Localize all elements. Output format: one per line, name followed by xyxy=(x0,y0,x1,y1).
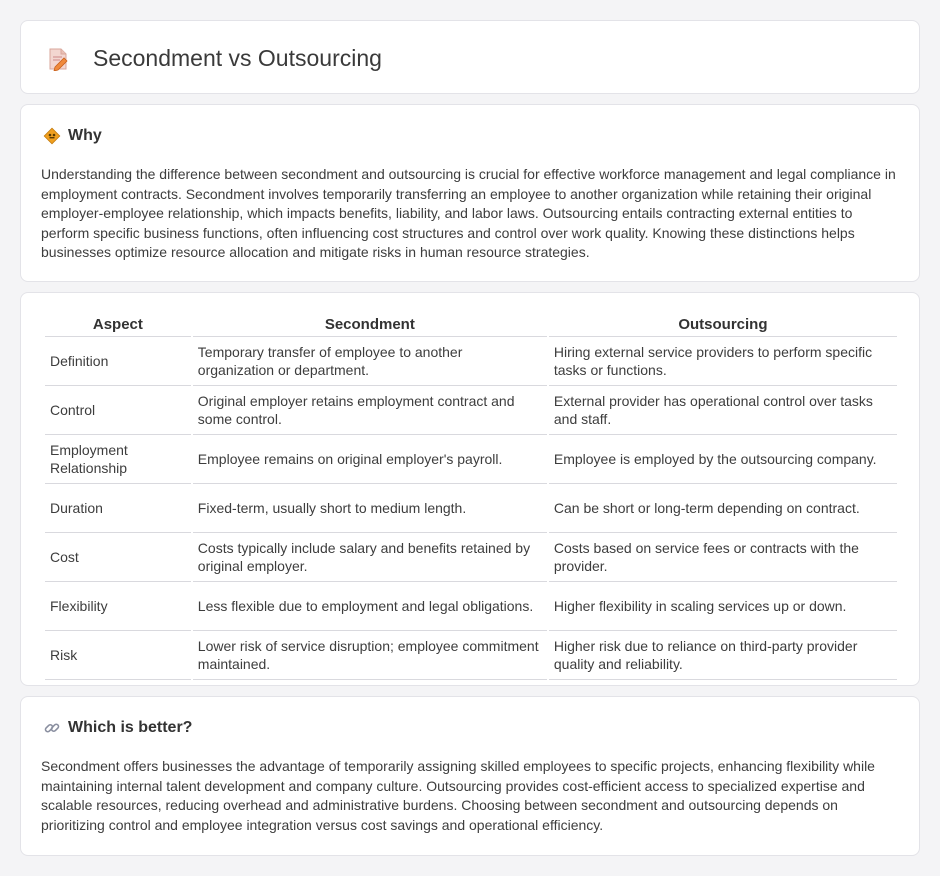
secondment-cell: Original employer retains employment contract and some control. xyxy=(193,386,547,435)
column-header-aspect: Aspect xyxy=(45,315,191,337)
aspect-cell: Control xyxy=(45,386,191,435)
outsourcing-cell: Costs based on service fees or contracts with the provider. xyxy=(549,533,897,582)
secondment-cell: Less flexible due to employment and legal obligations. xyxy=(193,582,547,631)
aspect-cell: Definition xyxy=(45,337,191,386)
which-is-better-section xyxy=(20,696,920,856)
why-section xyxy=(20,104,920,282)
comparison-table-card xyxy=(20,292,920,686)
table-header-row xyxy=(45,315,897,337)
table-row xyxy=(45,435,897,484)
aspect-cell: Employment Relationship xyxy=(45,435,191,484)
better-heading-row xyxy=(43,719,192,737)
table-row xyxy=(45,533,897,582)
why-heading: Why xyxy=(68,127,102,144)
outsourcing-cell: External provider has operational control over tasks and staff. xyxy=(549,386,897,435)
aspect-cell: Risk xyxy=(45,631,191,680)
why-text: Understanding the difference between secondment and outsourcing is crucial for effective workforce management and legal compliance in employment contracts. Secondment involves temporarily transferring an employee to another organization while retaining their original employer-employee relationship, which impacts benefits, liability, and labor laws. Outsourcing entails contracting external entities to perform specific business functions, often influencing cost structures and control over work quality. Knowing these distinctions helps businesses optimize resource allocation and mitigate risks in human resource strategies. xyxy=(41,166,896,260)
outsourcing-cell: Can be short or long-term depending on contract. xyxy=(549,484,897,533)
table-row xyxy=(45,582,897,631)
title-card xyxy=(20,20,920,94)
secondment-cell: Fixed-term, usually short to medium length. xyxy=(193,484,547,533)
outsourcing-cell: Hiring external service providers to perform specific tasks or functions. xyxy=(549,337,897,386)
secondment-cell: Costs typically include salary and benefits retained by original employer. xyxy=(193,533,547,582)
secondment-cell: Temporary transfer of employee to another organization or department. xyxy=(193,337,547,386)
table-row xyxy=(45,386,897,435)
outsourcing-cell: Higher risk due to reliance on third-party provider quality and reliability. xyxy=(549,631,897,680)
outsourcing-cell: Higher flexibility in scaling services up or down. xyxy=(549,582,897,631)
better-heading: Which is better? xyxy=(68,719,193,736)
table-row xyxy=(45,484,897,533)
table-row xyxy=(45,337,897,386)
link-icon xyxy=(43,719,61,737)
secondment-cell: Lower risk of service disruption; employee commitment maintained. xyxy=(193,631,547,680)
document-pencil-icon xyxy=(47,47,69,71)
page-title: Secondment vs Outsourcing xyxy=(93,45,382,71)
why-heading-row xyxy=(43,127,102,145)
column-header-outsourcing: Outsourcing xyxy=(549,315,897,337)
diamond-sign-icon xyxy=(43,127,61,145)
secondment-cell: Employee remains on original employer's payroll. xyxy=(193,435,547,484)
aspect-cell: Cost xyxy=(45,533,191,582)
outsourcing-cell: Employee is employed by the outsourcing company. xyxy=(549,435,897,484)
comparison-table xyxy=(43,315,899,680)
aspect-cell: Duration xyxy=(45,484,191,533)
aspect-cell: Flexibility xyxy=(45,582,191,631)
table-row xyxy=(45,631,897,680)
better-text: Secondment offers businesses the advantage of temporarily assigning skilled employees to specific projects, enhancing flexibility while maintaining internal talent development and company culture. Outsourcing provides cost-efficient access to specialized expertise and scalable resources, reducing overhead and administrative burdens. Choosing between secondment and outsourcing depends on prioritizing control and employee integration versus cost savings and operational efficiency. xyxy=(41,758,875,833)
column-header-secondment: Secondment xyxy=(193,315,547,337)
